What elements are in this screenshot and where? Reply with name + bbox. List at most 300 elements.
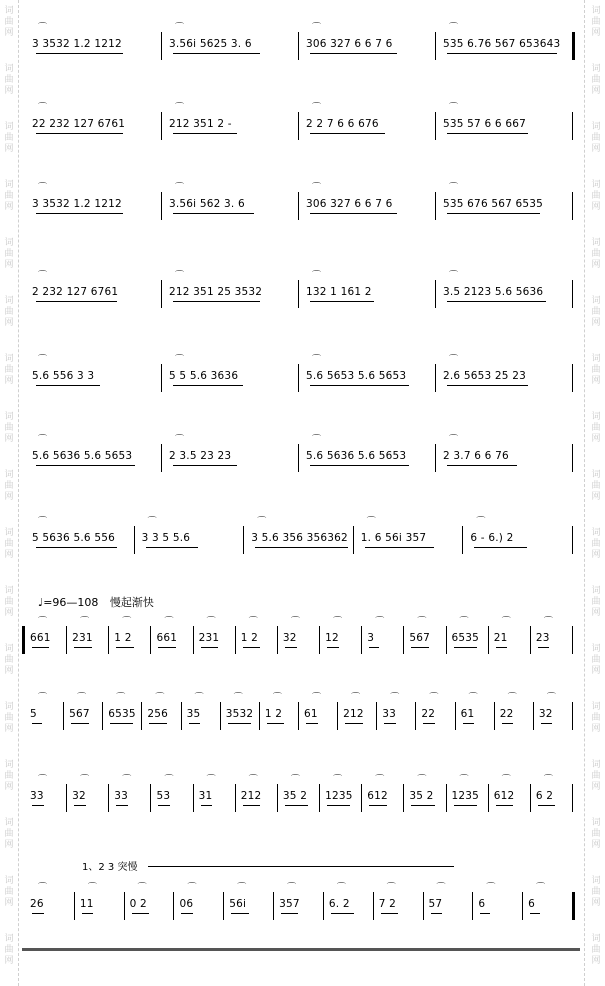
score-line — [22, 100, 582, 150]
score-line — [22, 352, 582, 402]
beam-underline — [345, 723, 362, 724]
barline — [298, 364, 299, 392]
measure: 612 — [493, 790, 515, 802]
beam-underline — [82, 913, 94, 914]
slur-mark: ⌒ — [476, 517, 486, 527]
barline — [446, 784, 447, 812]
barline — [572, 364, 573, 392]
beam-underline — [327, 805, 350, 806]
beam-underline — [310, 213, 397, 214]
slur-mark: ⌒ — [486, 883, 496, 893]
watermark-text: 词 曲 网 — [591, 876, 601, 908]
beam-underline — [158, 805, 170, 806]
beam-underline — [310, 301, 374, 302]
watermark-text: 词 曲 网 — [4, 528, 14, 560]
measure: 357 — [279, 898, 300, 910]
slur-mark: ⌒ — [272, 693, 282, 703]
barline — [572, 626, 573, 654]
beam-underline — [541, 723, 553, 724]
barline — [319, 784, 320, 812]
measure: 661 — [30, 632, 51, 644]
measure: 21 — [493, 632, 508, 644]
slur-mark: ⌒ — [290, 617, 300, 627]
score-bottom-rule — [22, 948, 580, 951]
slur-mark: ⌒ — [206, 617, 216, 627]
beam-underline — [310, 133, 385, 134]
barline — [277, 626, 278, 654]
measure: 6 — [478, 898, 486, 910]
beam-underline — [36, 465, 135, 466]
measure: 256 — [147, 708, 169, 720]
barline — [572, 444, 573, 472]
measure: 22 — [421, 708, 436, 720]
barline — [298, 192, 299, 220]
slur-mark: ⌒ — [536, 883, 546, 893]
measure: 535 6.76 567 653643 — [443, 38, 561, 50]
beam-underline — [158, 647, 175, 648]
beam-underline — [32, 723, 42, 724]
measure: 3 — [367, 632, 375, 644]
measure: 35 2 — [282, 790, 308, 802]
measure: 6 — [528, 898, 536, 910]
barline — [273, 892, 274, 920]
barline — [415, 702, 416, 730]
barline — [108, 626, 109, 654]
barline — [298, 702, 299, 730]
measure: 132 1 161 2 — [306, 286, 372, 298]
barline — [488, 784, 489, 812]
measure: 306 327 6 6 7 6 — [306, 198, 393, 210]
measure: 3.5 2123 5.6 5636 — [443, 286, 544, 298]
barline — [243, 526, 244, 554]
measure: 567 — [409, 632, 431, 644]
beam-underline — [267, 723, 284, 724]
beam-underline — [310, 465, 409, 466]
measure: 57 — [428, 898, 443, 910]
beam-underline — [411, 647, 428, 648]
beam-underline — [74, 805, 86, 806]
barline — [455, 702, 456, 730]
watermark-text: 词 曲 网 — [591, 64, 601, 96]
beam-underline — [538, 647, 550, 648]
slur-mark: ⌒ — [375, 617, 385, 627]
watermark-text: 词 曲 网 — [4, 412, 14, 444]
slur-mark: ⌒ — [80, 775, 90, 785]
measure: 5 5 5.6 3636 — [169, 370, 239, 382]
slur-mark: ⌒ — [38, 355, 48, 365]
barline — [403, 626, 404, 654]
slur-mark: ⌒ — [187, 883, 197, 893]
slur-mark: ⌒ — [248, 775, 258, 785]
slur-mark: ⌒ — [116, 693, 126, 703]
watermark-text: 词 曲 网 — [591, 470, 601, 502]
beam-underline — [36, 53, 123, 54]
slur-mark: ⌒ — [206, 775, 216, 785]
beam-underline — [116, 805, 128, 806]
volta-bracket-label: 1、2 3 突慢 — [82, 862, 138, 873]
barline — [522, 892, 523, 920]
barline — [494, 702, 495, 730]
barline — [235, 626, 236, 654]
barline — [435, 444, 436, 472]
beam-underline — [116, 647, 133, 648]
barline — [102, 702, 103, 730]
barline — [134, 526, 135, 554]
measure: 2 2 7 6 6 676 — [306, 118, 379, 130]
measure: 31 — [198, 790, 213, 802]
slur-mark: ⌒ — [366, 517, 376, 527]
beam-underline — [189, 723, 201, 724]
watermark-text: 词 曲 网 — [591, 644, 601, 676]
measure: 23 — [535, 632, 550, 644]
beam-underline — [447, 213, 540, 214]
slur-mark: ⌒ — [312, 183, 322, 193]
barline — [423, 892, 424, 920]
measure: 5.6 556 3 3 — [32, 370, 95, 382]
slur-mark: ⌒ — [333, 617, 343, 627]
slur-mark: ⌒ — [38, 23, 48, 33]
beam-underline — [411, 805, 434, 806]
barline — [462, 526, 463, 554]
barline — [259, 702, 260, 730]
measure: 11 — [79, 898, 94, 910]
beam-underline — [281, 913, 298, 914]
slur-mark: ⌒ — [468, 693, 478, 703]
score-line — [22, 180, 582, 230]
score-line — [22, 268, 582, 318]
slur-mark: ⌒ — [417, 775, 427, 785]
slur-mark: ⌒ — [459, 617, 469, 627]
measure: 3 5.6 356 356362 — [251, 532, 348, 544]
beam-underline — [32, 647, 49, 648]
watermark-text: 词 曲 网 — [4, 354, 14, 386]
measure: 535 57 6 6 667 — [443, 118, 526, 130]
slur-mark: ⌒ — [38, 103, 48, 113]
barline — [361, 784, 362, 812]
slur-mark: ⌒ — [175, 183, 185, 193]
barline — [572, 702, 573, 730]
beam-underline — [173, 213, 254, 214]
tempo-instruction: 慢起渐快 — [109, 596, 154, 609]
barline — [235, 784, 236, 812]
slur-mark: ⌒ — [449, 435, 459, 445]
measure: 1. 6 56i 357 — [360, 532, 427, 544]
measure: 306 327 6 6 7 6 — [306, 38, 393, 50]
barline — [141, 702, 142, 730]
measure: 32 — [538, 708, 553, 720]
watermark-text: 词 曲 网 — [4, 644, 14, 676]
barline — [319, 626, 320, 654]
beam-underline — [36, 547, 117, 548]
measure: 6. 2 — [328, 898, 350, 910]
slur-mark: ⌒ — [429, 693, 439, 703]
barline — [298, 280, 299, 308]
right-dashed-border — [584, 0, 585, 986]
beam-underline — [306, 723, 318, 724]
score-line — [22, 614, 582, 664]
slur-mark: ⌒ — [333, 775, 343, 785]
score-line — [22, 880, 582, 930]
beam-underline — [132, 913, 149, 914]
beam-underline — [231, 913, 248, 914]
measure: 2.6 5653 25 23 — [443, 370, 526, 382]
measure: 0 2 — [129, 898, 147, 910]
beam-underline — [74, 647, 91, 648]
barline — [124, 892, 125, 920]
barline — [161, 112, 162, 140]
slur-mark: ⌒ — [449, 103, 459, 113]
watermark-text: 词 曲 网 — [4, 876, 14, 908]
slur-mark: ⌒ — [233, 693, 243, 703]
watermark-text: 词 曲 网 — [4, 702, 14, 734]
barline — [193, 784, 194, 812]
watermark-text: 词 曲 网 — [591, 760, 601, 792]
slur-mark: ⌒ — [80, 617, 90, 627]
measure: 1 2 — [264, 708, 283, 720]
beam-underline — [480, 913, 490, 914]
barline — [173, 892, 174, 920]
measure: 3 3532 1.2 1212 — [32, 198, 122, 210]
measure: 2 232 127 6761 — [32, 286, 119, 298]
watermark-text: 词 曲 网 — [4, 238, 14, 270]
barline — [572, 892, 575, 920]
slur-mark: ⌒ — [164, 775, 174, 785]
slur-mark: ⌒ — [175, 355, 185, 365]
barline — [403, 784, 404, 812]
barline — [337, 702, 338, 730]
slur-mark: ⌒ — [312, 355, 322, 365]
volta-bracket-line — [148, 866, 454, 867]
beam-underline — [365, 547, 435, 548]
measure: 06 — [179, 898, 194, 910]
slur-mark: ⌒ — [38, 883, 48, 893]
barline — [181, 702, 182, 730]
beam-underline — [243, 805, 260, 806]
slur-mark: ⌒ — [248, 617, 258, 627]
watermark-text: 词 曲 网 — [591, 180, 601, 212]
slur-mark: ⌒ — [546, 693, 556, 703]
slur-mark: ⌒ — [375, 775, 385, 785]
score-line — [22, 20, 582, 70]
slur-mark: ⌒ — [543, 775, 553, 785]
score-line — [22, 690, 582, 740]
measure: 7 2 — [378, 898, 397, 910]
slur-mark: ⌒ — [237, 883, 247, 893]
barline — [572, 112, 573, 140]
slur-mark: ⌒ — [436, 883, 446, 893]
beam-underline — [310, 385, 409, 386]
barline — [220, 702, 221, 730]
barline — [361, 626, 362, 654]
beam-underline — [447, 465, 517, 466]
barline — [298, 32, 299, 60]
measure: 1 2 — [114, 632, 132, 644]
watermark-text: 词 曲 网 — [591, 702, 601, 734]
measure: 33 — [382, 708, 397, 720]
watermark-text: 词 曲 网 — [591, 354, 601, 386]
measure: 56i — [229, 898, 247, 910]
beam-underline — [173, 53, 260, 54]
slur-mark: ⌒ — [312, 693, 322, 703]
right-watermark-column — [587, 0, 605, 986]
repeat-start-barline — [22, 626, 25, 654]
barline — [435, 192, 436, 220]
measure: 22 — [499, 708, 514, 720]
watermark-text: 词 曲 网 — [4, 180, 14, 212]
barline — [323, 892, 324, 920]
barline — [74, 892, 75, 920]
measure: 1235 — [325, 790, 353, 802]
slur-mark: ⌒ — [390, 693, 400, 703]
beam-underline — [36, 133, 123, 134]
slur-mark: ⌒ — [147, 517, 157, 527]
watermark-text: 词 曲 网 — [591, 238, 601, 270]
measure: 12 — [325, 632, 339, 644]
slur-mark: ⌒ — [257, 517, 267, 527]
beam-underline — [423, 723, 435, 724]
measure: 3532 — [225, 708, 254, 720]
barline — [472, 892, 473, 920]
measure: 3.56i 562 3. 6 — [169, 198, 245, 210]
slur-mark: ⌒ — [501, 617, 511, 627]
slur-mark: ⌒ — [38, 271, 48, 281]
barline — [376, 702, 377, 730]
measure: 33 — [30, 790, 44, 802]
slur-mark: ⌒ — [175, 103, 185, 113]
beam-underline — [331, 913, 354, 914]
slur-mark: ⌒ — [38, 435, 48, 445]
slur-mark: ⌒ — [336, 883, 346, 893]
beam-underline — [173, 301, 260, 302]
barline — [373, 892, 374, 920]
beam-underline — [447, 53, 557, 54]
measure: 1 2 — [240, 632, 259, 644]
barline — [223, 892, 224, 920]
beam-underline — [201, 647, 218, 648]
measure: 3.56i 5625 3. 6 — [169, 38, 252, 50]
slur-mark: ⌒ — [175, 23, 185, 33]
watermark-text: 词 曲 网 — [591, 296, 601, 328]
watermark-text: 词 曲 网 — [591, 528, 601, 560]
watermark-text: 词 曲 网 — [4, 122, 14, 154]
slur-mark: ⌒ — [449, 355, 459, 365]
measure: 61 — [304, 708, 318, 720]
beam-underline — [36, 213, 123, 214]
barline — [572, 32, 575, 60]
barline — [572, 784, 573, 812]
watermark-text: 词 曲 网 — [591, 122, 601, 154]
measure: 33 — [114, 790, 129, 802]
beam-underline — [454, 805, 477, 806]
slur-mark: ⌒ — [312, 271, 322, 281]
measure: 35 2 — [409, 790, 434, 802]
measure: 5.6 5636 5.6 5653 — [32, 450, 133, 462]
barline — [161, 364, 162, 392]
beam-underline — [173, 133, 237, 134]
barline — [435, 112, 436, 140]
measure: 567 — [69, 708, 90, 720]
beam-underline — [173, 385, 243, 386]
watermark-text: 词 曲 网 — [591, 586, 601, 618]
beam-underline — [181, 913, 193, 914]
measure: 35 — [186, 708, 201, 720]
beam-underline — [474, 547, 526, 548]
barline — [572, 280, 573, 308]
measure: 5.6 5653 5.6 5653 — [306, 370, 407, 382]
beam-underline — [32, 913, 44, 914]
slur-mark: ⌒ — [290, 775, 300, 785]
measure: 212 — [343, 708, 364, 720]
watermark-text: 词 曲 网 — [591, 934, 601, 966]
barline — [446, 626, 447, 654]
slur-mark: ⌒ — [417, 617, 427, 627]
barline — [63, 702, 64, 730]
slur-mark: ⌒ — [543, 617, 553, 627]
beam-underline — [228, 723, 251, 724]
beam-underline — [369, 805, 386, 806]
beam-underline — [369, 647, 379, 648]
slur-mark: ⌒ — [194, 693, 204, 703]
beam-underline — [71, 723, 88, 724]
beam-underline — [173, 465, 237, 466]
slur-mark: ⌒ — [507, 693, 517, 703]
watermark-text: 词 曲 网 — [4, 934, 14, 966]
beam-underline — [110, 723, 133, 724]
measure: 26 — [30, 898, 44, 910]
slur-mark: ⌒ — [38, 693, 48, 703]
measure: 22 232 127 6761 — [32, 118, 126, 130]
slur-mark: ⌒ — [122, 617, 132, 627]
slur-mark: ⌒ — [386, 883, 396, 893]
measure: 32 — [282, 632, 297, 644]
slur-mark: ⌒ — [87, 883, 97, 893]
measure: 3 3 5 5.6 — [141, 532, 191, 544]
slur-mark: ⌒ — [312, 103, 322, 113]
slur-mark: ⌒ — [449, 23, 459, 33]
barline — [488, 626, 489, 654]
watermark-text: 词 曲 网 — [591, 6, 601, 38]
beam-underline — [447, 301, 546, 302]
beam-underline — [285, 805, 308, 806]
watermark-text: 词 曲 网 — [4, 470, 14, 502]
beam-underline — [496, 647, 508, 648]
beam-underline — [538, 805, 555, 806]
slur-mark: ⌒ — [38, 617, 48, 627]
watermark-text: 词 曲 网 — [4, 296, 14, 328]
watermark-text: 词 曲 网 — [4, 64, 14, 96]
barline — [533, 702, 534, 730]
measure: 5 5636 5.6 556 — [32, 532, 115, 544]
measure: 1235 — [451, 790, 480, 802]
measure: 212 — [240, 790, 262, 802]
beam-underline — [384, 723, 396, 724]
watermark-text: 词 曲 网 — [4, 760, 14, 792]
beam-underline — [496, 805, 513, 806]
watermark-text: 词 曲 网 — [4, 818, 14, 850]
measure: 53 — [156, 790, 171, 802]
score-line — [22, 514, 582, 564]
watermark-text: 词 曲 网 — [4, 6, 14, 38]
beam-underline — [149, 723, 166, 724]
slur-mark: ⌒ — [137, 883, 147, 893]
beam-underline — [36, 385, 100, 386]
slur-mark: ⌒ — [175, 435, 185, 445]
barline — [277, 784, 278, 812]
left-dashed-border — [18, 0, 19, 986]
beam-underline — [201, 805, 213, 806]
measure: 535 676 567 6535 — [443, 198, 544, 210]
beam-underline — [447, 385, 528, 386]
